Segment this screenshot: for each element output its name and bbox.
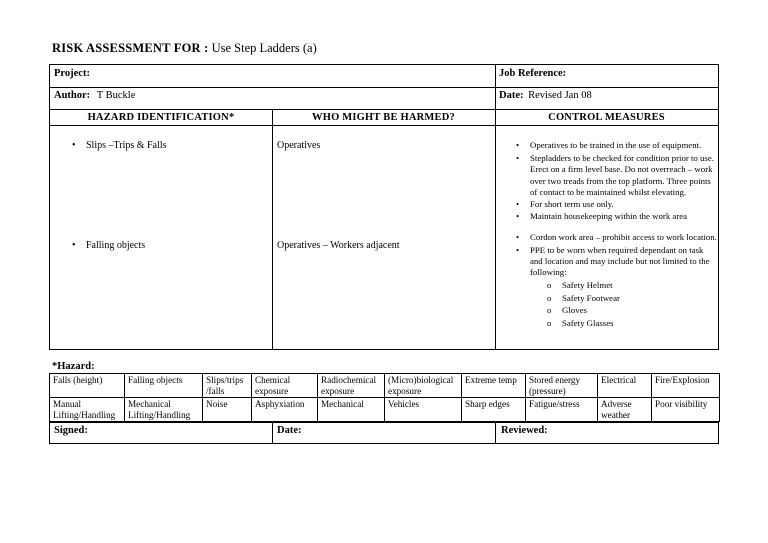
control-measure-item: • Cordon work area – prohibit access to work location.: [516, 232, 717, 243]
hazard-key-cell: Extreme temp: [462, 374, 526, 398]
hazard-key-cell: Falling objects: [125, 374, 203, 398]
ppe-item: o Safety Helmet: [547, 280, 613, 291]
date-label: Date:: [499, 90, 524, 101]
control-measure-item: • Operatives to be trained in the use of equipment.: [516, 140, 702, 150]
bullet-icon: •: [516, 211, 520, 222]
author-value: T Buckle: [96, 90, 136, 101]
bullet-icon: •: [72, 240, 76, 251]
footer-date-label: Date:: [277, 425, 302, 436]
col-divider: [272, 423, 273, 443]
author-field: [54, 90, 135, 101]
hazard-key-cell: Chemical exposure: [252, 374, 318, 398]
bullet-icon: •: [72, 140, 76, 151]
hazard-key-cell: Manual Lifting/Handling: [50, 398, 125, 422]
row-divider: [50, 109, 718, 110]
hazard-key-cell: Radiochemical exposure: [318, 374, 385, 398]
who-harmed-item: Operatives: [277, 140, 321, 151]
bullet-icon: •: [516, 140, 520, 150]
hazard-key-cell: Fatigue/stress: [526, 398, 598, 422]
bullet-icon: •: [516, 244, 520, 255]
hazard-item: • Slips –Trips & Falls: [72, 140, 167, 151]
hazard-key-cell: Stored energy (pressure): [526, 374, 598, 398]
who-harmed-header: WHO MIGHT BE HARMED?: [312, 112, 455, 123]
col-divider: [272, 109, 273, 349]
hazard-key-cell: Slips/trips /falls: [203, 374, 252, 398]
hazard-key-cell: Adverse weather: [598, 398, 652, 422]
ppe-item: o Safety Glasses: [547, 317, 614, 328]
hazard-key-row: [50, 374, 720, 398]
control-measure-item: • PPE to be worn when required dependant on task and location and may include but not limited to the following:: [516, 244, 710, 278]
control-measures-panel: [515, 140, 717, 348]
date-field: [499, 90, 592, 101]
hazard-key-cell: Sharp edges: [462, 398, 526, 422]
hazard-key-cell: Asphyxiation: [252, 398, 318, 422]
date-value: Revised Jan 08: [528, 90, 592, 101]
signed-label: Signed:: [54, 425, 88, 436]
title-value: Use Step Ladders (a): [211, 41, 317, 55]
circle-bullet-icon: o: [547, 280, 552, 291]
reviewed-label: Reviewed:: [501, 425, 548, 436]
row-divider: [50, 125, 718, 126]
hazard-key-cell: Fire/Explosion: [652, 374, 720, 398]
author-label: Author:: [54, 90, 91, 101]
hazard-key-cell: Vehicles: [385, 398, 462, 422]
col-divider: [495, 109, 496, 349]
control-measures-header: CONTROL MEASURES: [548, 112, 665, 123]
hazard-key-cell: Electrical: [598, 374, 652, 398]
row-divider: [50, 87, 718, 88]
hazard-key-cell: Poor visibility: [652, 398, 720, 422]
circle-bullet-icon: o: [547, 317, 552, 328]
ppe-item: o Gloves: [547, 305, 587, 316]
project-label: Project:: [54, 68, 90, 79]
control-measure-item: • For short term use only.: [516, 199, 614, 210]
ppe-item: o Safety Footwear: [547, 292, 620, 303]
title-label: RISK ASSESSMENT FOR :: [52, 41, 209, 55]
bullet-icon: •: [516, 199, 520, 210]
hazard-key-cell: (Micro)biological exposure: [385, 374, 462, 398]
job-reference-label: Job Reference:: [499, 68, 567, 79]
hazard-key-cell: Mechanical: [318, 398, 385, 422]
col-divider: [495, 423, 496, 443]
hazard-key-cell: Mechanical Lifting/Handling: [125, 398, 203, 422]
who-harmed-item: Operatives – Workers adjacent: [277, 240, 400, 251]
circle-bullet-icon: o: [547, 305, 552, 316]
hazard-identification-header: HAZARD IDENTIFICATION*: [87, 112, 235, 123]
bullet-icon: •: [516, 232, 520, 243]
hazard-item: • Falling objects: [72, 240, 146, 251]
hazard-key-title: *Hazard:: [52, 361, 95, 372]
hazard-key-cell: Falls (height): [50, 374, 125, 398]
control-measure-item: • Stepladders to be checked for condition prior to use. Erect on a firm level base. Do not overreach – work over two treads from the top platform. Three points of contact to be maintained whilst elevating.: [516, 153, 714, 197]
hazard-key-cell: Noise: [203, 398, 252, 422]
bullet-icon: •: [516, 153, 520, 164]
hazard-key-row: [50, 398, 720, 422]
control-measure-item: • Maintain housekeeping within the work area: [516, 211, 688, 222]
hazard-key-table: [49, 373, 720, 422]
signature-row: [49, 422, 719, 444]
circle-bullet-icon: o: [547, 292, 552, 303]
document-title: [52, 41, 317, 56]
